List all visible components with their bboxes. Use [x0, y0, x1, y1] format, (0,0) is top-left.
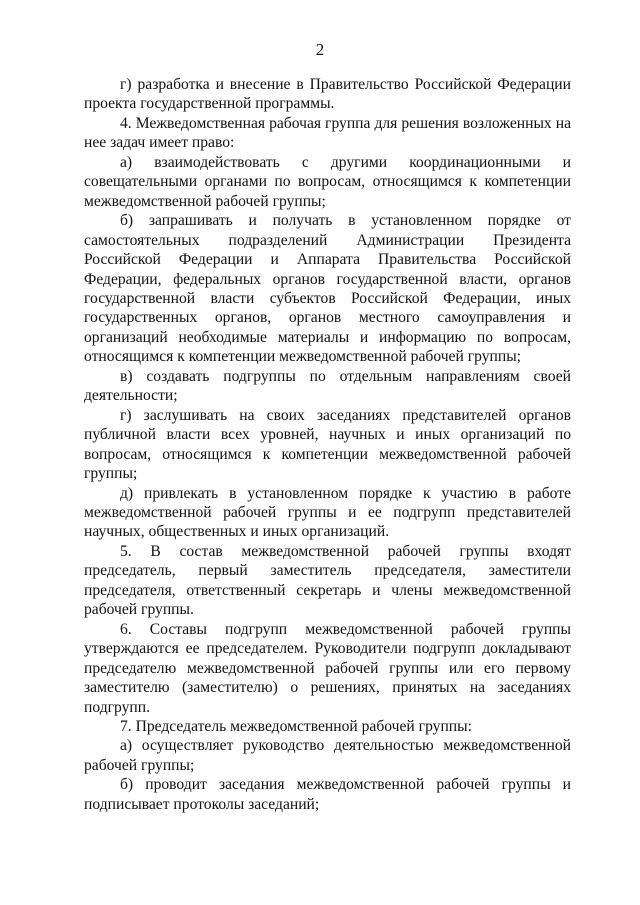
paragraph-item-a-interact: а) взаимодействовать с другими координационными и совещательными органами по вопросам, относящимся к компетенции межведомственной рабочей группы;	[84, 153, 571, 210]
paragraph-section-6: 6. Составы подгрупп межведомственной рабочей группы утверждаются ее председателем. Руководители подгрупп докладывают председателю межведомственной рабочей группы или его первому заместителю (заместителю) о решениях, принятых на заседаниях подгрупп.	[84, 620, 571, 716]
paragraph-item-b-request: б) запрашивать и получать в установленном порядке от самостоятельных подразделений Администрации Президента Российской Федерации и Аппарата Правительства Российской Федерации, федеральных органов государственной власти, органов государственной власти субъектов Российской Федерации, иных государственных органов, органов местного самоуправления и организаций необходимые материалы и информацию по вопросам, относящимся к компетенции межведомственной рабочей группы;	[84, 212, 571, 366]
paragraph-item-b-meetings: б) проводит заседания межведомственной рабочей группы и подписывает протоколы заседаний;	[84, 776, 571, 813]
paragraph-item-g-hear: г) заслушивать на своих заседаниях представителей органов публичной власти всех уровней, научных и иных организаций по вопросам, относящимся к компетенции межведомственной рабочей группы;	[84, 406, 571, 483]
paragraph-item-a-lead: а) осуществляет руководство деятельностью межведомственной рабочей группы;	[84, 737, 571, 774]
paragraph-section-7: 7. Председатель межведомственной рабочей группы:	[120, 717, 472, 735]
paragraph-section-4: 4. Межведомственная рабочая группа для решения возложенных на нее задач имеет право:	[84, 114, 571, 152]
paragraph-section-5: 5. В состав межведомственной рабочей группы входят председатель, первый заместитель председателя, заместители председателя, ответственный секретарь и члены межведомственной рабочей группы.	[84, 542, 571, 619]
paragraph-item-v-subgroups: в) создавать подгруппы по отдельным направлениям своей деятельности;	[84, 367, 571, 405]
page-number: 2	[315, 40, 325, 59]
paragraph-item-g-development: г) разработка и внесение в Правительство Российской Федерации проекта государственной программы.	[84, 76, 571, 113]
document-body	[84, 75, 571, 814]
paragraph-item-d-involve: д) привлекать в установленном порядке к участию в работе межведомственной рабочей группы и ее подгрупп представителей научных, общественных и иных организаций.	[84, 484, 571, 541]
